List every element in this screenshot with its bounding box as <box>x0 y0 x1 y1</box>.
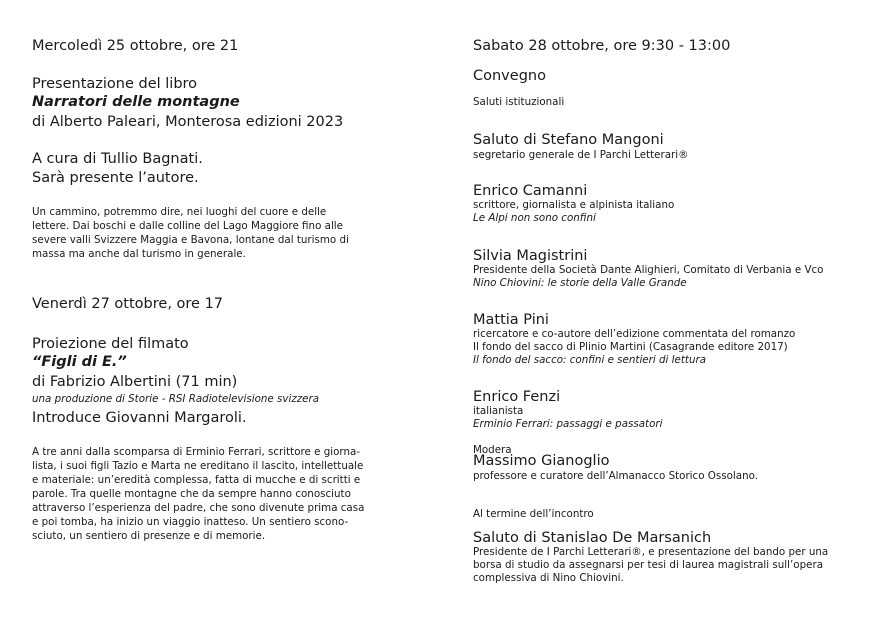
moderator-name: Massimo Gianoglio <box>473 453 610 469</box>
event1-description-line: Un cammino, potremmo dire, nei luoghi del cuore e delle <box>32 206 327 218</box>
speaker-name: Saluto di Stefano Mangoni <box>473 132 664 148</box>
event2-director-line: di Fabrizio Albertini (71 min) <box>32 374 238 390</box>
speaker-talk: Nino Chiovini: le storie della Valle Grande <box>473 277 687 289</box>
event2-film-title: “Figli di E.” <box>32 354 127 370</box>
event1-book-title: Narratori delle montagne <box>32 94 240 110</box>
event1-date: Mercoledì 25 ottobre, ore 21 <box>32 38 239 54</box>
closing-description-line: Presidente de I Parchi Letterari®, e presentazione del bando per una <box>473 546 829 558</box>
closing-name: Saluto di Stanislao De Marsanich <box>473 530 712 546</box>
event2-description-line: A tre anni dalla scomparsa di Erminio Ferrari, scrittore e giorna- <box>32 446 361 458</box>
moderator-label: Modera <box>473 444 512 456</box>
speaker-name: Enrico Fenzi <box>473 389 561 405</box>
event2-description-line: e poi tomba, ha inizio un viaggio inatteso. Un sentiero scono- <box>32 516 349 528</box>
event2-production: una produzione di Storie - RSI Radiotelevisione svizzera <box>32 393 320 405</box>
event1-author-present: Sarà presente l’autore. <box>32 170 199 186</box>
speaker-talk: Le Alpi non sono confini <box>473 212 596 224</box>
event2-intro: Proiezione del filmato <box>32 336 189 352</box>
speaker-name: Silvia Magistrini <box>473 248 588 264</box>
event1-description-line: massa ma anche dal turismo in generale. <box>32 248 246 260</box>
speaker-role: scrittore, giornalista e alpinista italiano <box>473 199 675 211</box>
closing-label: Al termine dell’incontro <box>473 508 594 520</box>
event2-date: Venerdì 27 ottobre, ore 17 <box>32 296 224 312</box>
speaker-role: Presidente della Società Dante Alighieri, Comitato di Verbania e Vco <box>473 264 824 276</box>
speaker-role: Il fondo del sacco di Plinio Martini (Casagrande editore 2017) <box>473 341 788 353</box>
speaker-role: ricercatore e co-autore dell’edizione commentata del romanzo <box>473 328 796 340</box>
speaker-role: italianista <box>473 405 524 417</box>
event2-description-line: lista, i suoi figli Tazio e Marta ne ereditano il lascito, intellettuale <box>32 460 364 472</box>
event1-description-line: lettere. Dai boschi e dalle colline del Lago Maggiore fino alle <box>32 220 344 232</box>
event2-description-line: parole. Tra quelle montagne che da sempre hanno conosciuto <box>32 488 351 500</box>
event2-description-line: attraverso l’esperienza del padre, che sono divenute prima casa <box>32 502 365 514</box>
event2-description-line: sciuto, un sentiero di presenze e di memorie. <box>32 530 266 542</box>
conference-date: Sabato 28 ottobre, ore 9:30 - 13:00 <box>473 38 731 54</box>
event1-curator: A cura di Tullio Bagnati. <box>32 151 203 167</box>
event2-introduces: Introduce Giovanni Margaroli. <box>32 410 247 426</box>
event-type: Convegno <box>473 68 546 84</box>
speaker-name: Mattia Pini <box>473 312 549 328</box>
speaker-talk: Il fondo del sacco: confini e sentieri di lettura <box>473 354 707 366</box>
moderator-role: professore e curatore dell’Almanacco Storico Ossolano. <box>473 470 759 482</box>
greetings-label: Saluti istituzionali <box>473 96 565 108</box>
speaker-name: Enrico Camanni <box>473 183 588 199</box>
event1-intro: Presentazione del libro <box>32 76 198 92</box>
closing-description-line: complessiva di Nino Chiovini. <box>473 572 624 584</box>
closing-description-line: borsa di studio da assegnarsi per tesi di laurea magistrali sull’opera <box>473 559 823 571</box>
event1-description-line: severe valli Svizzere Maggia e Bavona, lontane dal turismo di <box>32 234 349 246</box>
speaker-role: segretario generale de I Parchi Letterari® <box>473 149 689 161</box>
event1-author-line: di Alberto Paleari, Monterosa edizioni 2023 <box>32 114 344 130</box>
speaker-talk: Erminio Ferrari: passaggi e passatori <box>473 418 663 430</box>
event2-description-line: e materiale: un’eredità complessa, fatta di mucche e di scritti e <box>32 474 361 486</box>
